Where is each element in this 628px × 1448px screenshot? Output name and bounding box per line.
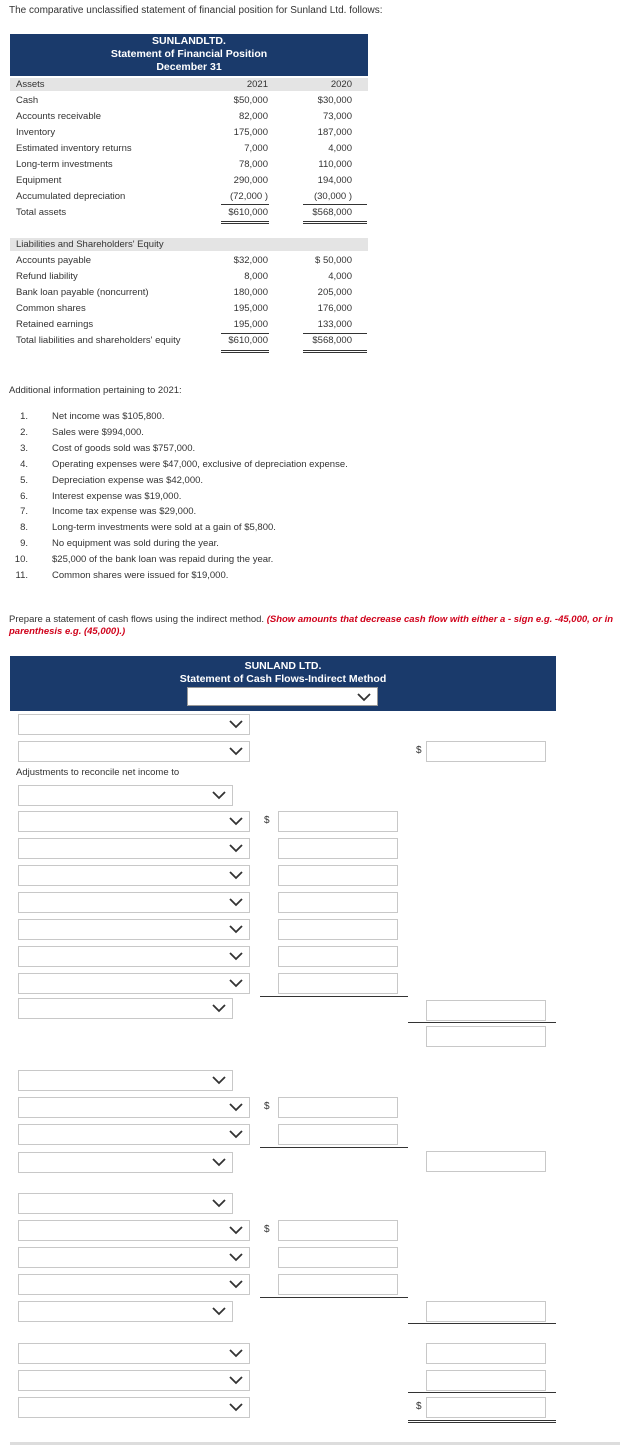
info-item-number: 10. (14, 554, 28, 566)
assets-2021-double2 (221, 223, 269, 224)
line-item-select[interactable] (18, 1370, 250, 1391)
liability-row-2020: 4,000 (328, 271, 352, 282)
amount-input[interactable] (426, 1151, 546, 1172)
liability-row-2021: $610,000 (228, 335, 268, 346)
asset-row-2020: $568,000 (312, 207, 352, 218)
total-rule (260, 1147, 408, 1148)
line-item-select[interactable] (18, 865, 250, 886)
info-item-text: Income tax expense was $29,000. (52, 506, 197, 518)
liability-row-2020: $ 50,000 (315, 255, 352, 266)
amount-input[interactable] (278, 892, 398, 913)
amount-input[interactable] (278, 1124, 398, 1145)
liab-2020-double1 (303, 350, 367, 351)
info-item-text: Net income was $105,800. (52, 411, 165, 422)
line-item-select[interactable] (18, 1070, 233, 1091)
liability-row-label: Common shares (16, 303, 86, 314)
total-rule (408, 1022, 556, 1023)
dollar-sign: $ (264, 815, 270, 826)
scf-company: SUNLAND LTD. (244, 660, 322, 672)
asset-row-2020: 73,000 (322, 111, 352, 122)
chevron-down-icon (357, 691, 371, 703)
asset-row-2020: 194,000 (317, 175, 352, 186)
info-item-number: 9. (20, 538, 28, 550)
liability-row-2020: 205,000 (317, 287, 352, 298)
chevron-down-icon (229, 1251, 243, 1263)
asset-row-2021: 7,000 (244, 143, 268, 154)
dollar-sign: $ (264, 1224, 270, 1235)
dollar-sign: $ (264, 1101, 270, 1112)
chevron-down-icon (229, 977, 243, 989)
asset-row-2020: 110,000 (318, 159, 352, 170)
liability-row-label: Bank loan payable (noncurrent) (16, 287, 149, 298)
line-item-select[interactable] (18, 1274, 250, 1295)
total-rule (408, 1392, 556, 1393)
chevron-down-icon (229, 1278, 243, 1290)
liability-row-label: Retained earnings (16, 319, 94, 330)
info-item-number: 4. (20, 458, 28, 470)
liability-row-label: Total liabilities and shareholders' equity (16, 335, 181, 346)
chevron-down-icon (229, 1374, 243, 1386)
total-rule (408, 1323, 556, 1324)
sfp-title: Statement of Financial Position (110, 48, 268, 60)
info-item-text: Depreciation expense was $42,000. (52, 474, 204, 486)
asset-row-2021: (72,000 ) (229, 191, 268, 202)
asset-row-label: Equipment (16, 175, 62, 186)
line-item-select[interactable] (18, 1193, 233, 1214)
scf-title: Statement of Cash Flows-Indirect Method (179, 673, 387, 685)
info-item-number: 6. (20, 490, 28, 502)
asset-row-2020: (30,000 ) (313, 191, 352, 202)
asset-row-label: Estimated inventory returns (16, 143, 132, 154)
asset-row-2021: 175,000 (233, 127, 268, 138)
liab-2020-underline (303, 333, 367, 334)
line-item-select[interactable] (18, 714, 250, 735)
amount-input[interactable] (426, 1301, 546, 1322)
asset-row-2021: 82,000 (238, 111, 268, 122)
amount-input[interactable] (426, 1343, 546, 1364)
asset-row-2021: 290,000 (233, 175, 268, 186)
liability-row-label: Accounts payable (16, 255, 91, 266)
year-2021-header: 2021 (246, 79, 268, 90)
chevron-down-icon (229, 815, 243, 827)
liability-row-2021: 195,000 (233, 303, 268, 314)
chevron-down-icon (212, 1305, 226, 1317)
amount-input[interactable] (426, 1397, 546, 1418)
total-rule (260, 1297, 408, 1298)
info-item-text: No equipment was sold during the year. (52, 538, 219, 550)
line-item-select[interactable] (18, 741, 250, 762)
info-item-text: Long-term investments were sold at a gain of $5,800. (52, 522, 276, 534)
liability-row-2020: 133,000 (317, 319, 352, 330)
liabilities-header: Liabilities and Shareholders' Equity (16, 239, 164, 250)
amount-input[interactable] (278, 1097, 398, 1118)
liab-2021-underline (221, 333, 269, 334)
asset-row-label: Total assets (16, 207, 67, 218)
amount-input[interactable] (278, 865, 398, 886)
total-rule (408, 1422, 556, 1423)
chevron-down-icon (212, 789, 226, 801)
amount-input[interactable] (278, 1247, 398, 1268)
line-item-select[interactable] (18, 973, 250, 994)
intro-text: The comparative unclassified statement of financial position for Sunland Ltd. follows: (9, 5, 383, 16)
instruction (9, 614, 621, 638)
additional-info-title: Additional information pertaining to 2021: (9, 385, 182, 396)
liab-2021-double2 (221, 352, 269, 353)
chevron-down-icon (229, 1347, 243, 1359)
chevron-down-icon (229, 1224, 243, 1236)
line-item-select[interactable] (18, 1220, 250, 1241)
line-item-select[interactable] (18, 1397, 250, 1418)
info-item-number: 5. (20, 474, 28, 486)
sfp-header (10, 34, 368, 76)
liability-row-2020: 176,000 (317, 303, 352, 314)
instruction-main: Prepare a statement of cash flows using the indirect method. (9, 614, 265, 625)
info-item-number: 8. (20, 522, 28, 534)
amount-input[interactable] (426, 1026, 546, 1047)
year-2020-header: 2020 (330, 79, 352, 90)
asset-row-2021: 78,000 (238, 159, 268, 170)
asset-row-2020: $30,000 (317, 95, 352, 106)
chevron-down-icon (229, 923, 243, 935)
asset-row-2021: $610,000 (228, 207, 268, 218)
instruction-note: (Show amounts that decrease cash flow with either a - sign e.g. -45,000, or in parenthesis e.g. (45,000).) (9, 614, 614, 637)
amount-input[interactable] (426, 1370, 546, 1391)
line-item-select[interactable] (18, 1097, 250, 1118)
line-item-select[interactable] (18, 998, 233, 1019)
assets-2021-underline (221, 204, 269, 205)
info-item-text: Interest expense was $19,000. (52, 490, 182, 502)
assets-2021-double1 (221, 221, 269, 222)
assets-2020-double2 (303, 223, 367, 224)
info-item-number: 1. (20, 411, 28, 422)
chevron-down-icon (229, 745, 243, 757)
line-item-select[interactable] (18, 838, 250, 859)
amount-input[interactable] (278, 919, 398, 940)
liab-2021-double1 (221, 350, 269, 351)
info-item-text: Sales were $994,000. (52, 426, 144, 438)
line-item-select[interactable] (18, 1343, 250, 1364)
amount-input[interactable] (278, 973, 398, 994)
line-item-select[interactable] (18, 1124, 250, 1145)
chevron-down-icon (212, 1074, 226, 1086)
line-item-select[interactable] (18, 785, 233, 806)
chevron-down-icon (229, 842, 243, 854)
amount-input[interactable] (426, 741, 546, 762)
chevron-down-icon (212, 1197, 226, 1209)
chevron-down-icon (229, 718, 243, 730)
sfp-date: December 31 (156, 61, 222, 73)
chevron-down-icon (212, 1002, 226, 1014)
assets-2020-double1 (303, 221, 367, 222)
line-item-select[interactable] (18, 919, 250, 940)
line-item-select[interactable] (18, 1152, 233, 1173)
dollar-sign: $ (416, 1401, 422, 1412)
chevron-down-icon (212, 1156, 226, 1168)
info-item-text: $25,000 of the bank loan was repaid during the year. (52, 554, 274, 566)
amount-input[interactable] (278, 1220, 398, 1241)
period-select[interactable] (187, 687, 378, 706)
asset-row-2021: $50,000 (233, 95, 268, 106)
info-item-text: Common shares were issued for $19,000. (52, 570, 229, 581)
liability-row-2021: 180,000 (233, 287, 268, 298)
dollar-sign: $ (416, 745, 422, 756)
line-item-select[interactable] (18, 892, 250, 913)
chevron-down-icon (229, 869, 243, 881)
info-item-number: 3. (20, 442, 28, 454)
chevron-down-icon (229, 896, 243, 908)
amount-input[interactable] (278, 838, 398, 859)
page-bottom-border (10, 1442, 620, 1445)
chevron-down-icon (229, 950, 243, 962)
line-item-select[interactable] (18, 811, 250, 832)
liability-row-2021: 195,000 (233, 319, 268, 330)
info-item-number: 2. (20, 426, 28, 438)
liability-row-2020: $568,000 (312, 335, 352, 346)
info-item-text: Operating expenses were $47,000, exclusive of depreciation expense. (52, 458, 348, 470)
asset-row-2020: 4,000 (328, 143, 352, 154)
info-item-number: 11. (15, 570, 28, 581)
asset-row-label: Cash (16, 95, 39, 106)
amount-input[interactable] (278, 811, 398, 832)
liability-row-2021: 8,000 (244, 271, 268, 282)
sfp-company: SUNLANDLTD. (152, 35, 226, 47)
line-item-select[interactable] (18, 1247, 250, 1268)
info-item-number: 7. (20, 506, 28, 518)
liability-row-2021: $32,000 (233, 255, 268, 266)
assets-header: Assets (16, 79, 45, 90)
asset-row-label: Inventory (16, 127, 56, 138)
total-rule (408, 1420, 556, 1421)
info-item-text: Cost of goods sold was $757,000. (52, 442, 196, 454)
liab-2020-double2 (303, 352, 367, 353)
asset-row-2020: 187,000 (317, 127, 352, 138)
line-item-select[interactable] (18, 1301, 233, 1322)
total-rule (260, 996, 408, 997)
chevron-down-icon (229, 1128, 243, 1140)
assets-2020-underline (303, 204, 367, 205)
line-item-select[interactable] (18, 946, 250, 967)
amount-input[interactable] (278, 946, 398, 967)
chevron-down-icon (229, 1401, 243, 1413)
amount-input[interactable] (426, 1000, 546, 1021)
asset-row-label: Accounts receivable (16, 111, 102, 122)
liability-row-label: Refund liability (16, 271, 78, 282)
asset-row-label: Long-term investments (16, 159, 113, 170)
asset-row-label: Accumulated depreciation (16, 191, 126, 202)
amount-input[interactable] (278, 1274, 398, 1295)
chevron-down-icon (229, 1101, 243, 1113)
adjustments-label: Adjustments to reconcile net income to (16, 767, 180, 778)
